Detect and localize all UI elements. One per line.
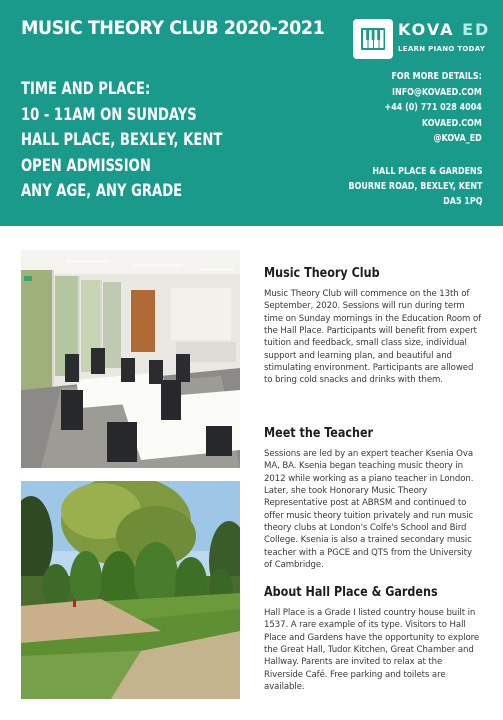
time-place-line: 10 - 11AM ON SUNDAYS (21, 104, 197, 125)
address-line: DA5 1PQ (442, 196, 482, 208)
brand-suffix: ED (462, 20, 491, 39)
contact-email-link[interactable]: INFO@KOVAED.COM (392, 86, 482, 98)
contact-phone[interactable]: +44 (0) 771 028 4004 (384, 102, 482, 114)
piano-keys-icon (353, 19, 393, 59)
classroom-photo-graphic (21, 250, 240, 468)
section-body: Music Theory Club will commence on the 13th of September, 2020. Sessions will run during term time on Sunday mornings in the Education Room of the Hall Place. Participants will benefit from expert tuition and feedback, small class size, individual support and learning plan, and beautiful and stimulating environment. Participants are allowed to bring cold snacks and drinks with them. (264, 289, 482, 386)
section-body: Sessions are led by an expert teacher Ksenia Ova MA, BA. Ksenia began teaching music theory in 2012 while working as a piano teacher in London. Later, she took Honorary Music Theory Representative post at ABRSM and continued to offer music theory tuition privately and run music theory clubs at London's Colfe's School and Bird College. Ksenia is also a trained secondary music teacher with a PGCE and QTS from the University of Cambridge. (264, 449, 474, 571)
section-heading: Music Theory Club (264, 265, 380, 281)
page-title: MUSIC THEORY CLUB 2020-2021 (21, 17, 325, 39)
contact-heading: FOR MORE DETAILS: (391, 71, 482, 82)
time-place-line: HALL PLACE, BEXLEY, KENT (21, 130, 223, 150)
brand-logo-text (398, 20, 490, 39)
brand-tagline: LEARN PIANO TODAY (398, 45, 486, 53)
classroom-photo (21, 250, 240, 468)
section-heading: About Hall Place & Gardens (264, 584, 438, 600)
time-place-line: ANY AGE, ANY GRADE (21, 181, 183, 201)
garden-photo (21, 481, 240, 699)
section-body: Hall Place is a Grade I listed country house built in 1537. A rare example of its type. Visitors to Hall Place and Gardens have the opportunity to explore the Great Hall, Tudor Kitchen, Great Chamber and Hallway. Parents are invited to relax at the Riverside Café. Free parking and toilets are available. (264, 608, 480, 693)
venue-address (348, 164, 482, 210)
section-meet-the-teacher (264, 425, 482, 571)
section-about-hall-place (264, 584, 482, 693)
contact-details (385, 69, 482, 147)
address-line: BOURNE ROAD, BEXLEY, KENT (348, 181, 482, 193)
header-banner (0, 0, 503, 226)
contact-social-handle[interactable]: @KOVA_ED (433, 133, 482, 145)
brand-name: KOVA (398, 20, 455, 39)
piano-keys-icon-graphic (353, 19, 393, 59)
address-line: HALL PLACE & GARDENS (371, 166, 482, 177)
time-place-line: TIME AND PLACE: (21, 79, 151, 99)
time-and-place (21, 77, 222, 205)
section-music-theory-club (264, 265, 482, 387)
contact-website-link[interactable]: KOVAED.COM (422, 117, 482, 129)
garden-photo-graphic (21, 481, 240, 699)
time-place-line: OPEN ADMISSION (21, 155, 151, 176)
section-heading: Meet the Teacher (264, 425, 374, 441)
